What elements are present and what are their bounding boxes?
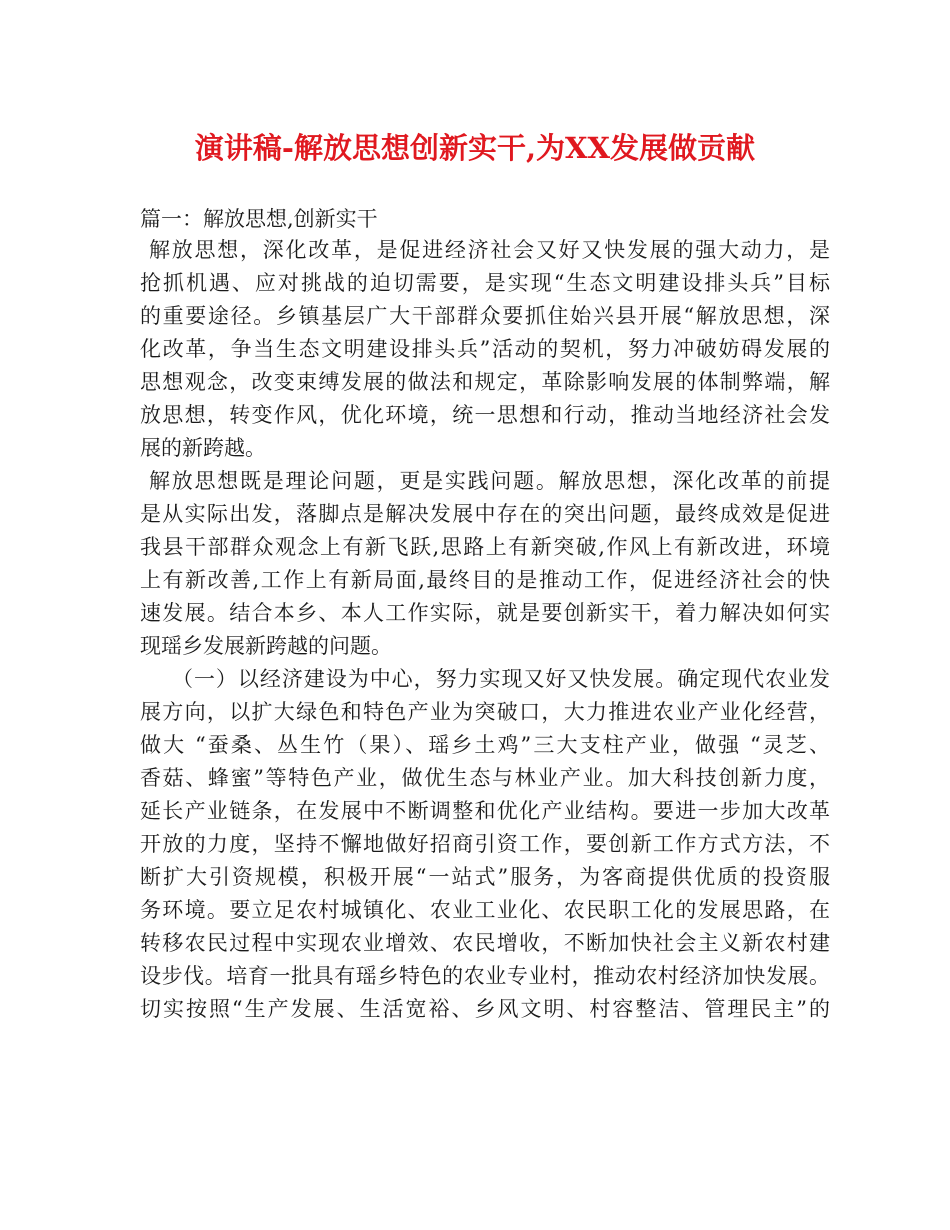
paragraph-line: 展的新跨越。 xyxy=(140,436,266,460)
paragraph-3 xyxy=(140,663,830,1026)
paragraph-line: 设步伐。培育一批具有瑶乡特色的农业专业村，推动农村经济加快发展。 xyxy=(140,964,830,988)
paragraph-line: 切实按照“生产发展、生活宽裕、乡风文明、村容整洁、管理民主”的 xyxy=(140,997,830,1021)
paragraph-line: 化改革，争当生态文明建设排头兵”活动的契机，努力冲破妨碍发展的 xyxy=(140,337,830,361)
paragraph-line: 我县干部群众观念上有新飞跃,思路上有新突破,作风上有新改进，环境 xyxy=(140,535,830,559)
paragraph-line: 断扩大引资规模，积极开展“一站式”服务，为客商提供优质的投资服 xyxy=(140,865,830,889)
paragraph-line: 上有新改善,工作上有新局面,最终目的是推动工作，促进经济社会的快 xyxy=(140,568,830,592)
paragraph-2 xyxy=(140,465,830,663)
paragraph-line: 现瑶乡发展新跨越的问题。 xyxy=(140,634,392,658)
paragraph-line: 转移农民过程中实现农业增效、农民增收，不断加快社会主义新农村建 xyxy=(140,931,830,955)
paragraph-line: 务环境。要立足农村城镇化、农业工业化、农民职工化的发展思路，在 xyxy=(140,898,830,922)
document-title: 演讲稿-解放思想创新实干,为XX发展做贡献 xyxy=(194,131,756,165)
paragraph-line: （一）以经济建设为中心，努力实现又好又快发展。确定现代农业发 xyxy=(172,667,830,691)
paragraph-line: 思想观念，改变束缚发展的做法和规定，革除影响发展的体制弊端，解 xyxy=(140,370,830,394)
paragraph-line: 展方向，以扩大绿色和特色产业为突破口，大力推进农业产业化经营， xyxy=(140,700,830,724)
paragraph-line: 开放的力度，坚持不懈地做好招商引资工作，要创新工作方式方法，不 xyxy=(140,832,830,856)
paragraph-line: 解放思想既是理论问题，更是实践问题。解放思想，深化改革的前提 xyxy=(149,469,830,493)
paragraph-1 xyxy=(140,234,830,465)
document-body xyxy=(140,205,830,1026)
paragraph-line: 做大 “蚕桑、丛生竹（果）、瑶乡土鸡”三大支柱产业，做强 “灵芝、 xyxy=(140,733,830,757)
section-heading: 篇一：解放思想,创新实干 xyxy=(140,207,378,231)
paragraph-line: 速发展。结合本乡、本人工作实际，就是要创新实干，着力解决如何实 xyxy=(140,601,830,625)
paragraph-line: 的重要途径。乡镇基层广大干部群众要抓住始兴县开展“解放思想，深 xyxy=(140,304,830,328)
paragraph-line: 延长产业链条，在发展中不断调整和优化产业结构。要进一步加大改革 xyxy=(140,799,830,823)
paragraph-line: 香菇、蜂蜜”等特色产业，做优生态与林业产业。加大科技创新力度， xyxy=(140,766,830,790)
paragraph-line: 抢抓机遇、应对挑战的迫切需要，是实现“生态文明建设排头兵”目标 xyxy=(140,271,830,295)
paragraph-line: 放思想，转变作风，优化环境，统一思想和行动，推动当地经济社会发 xyxy=(140,403,830,427)
paragraph-line: 是从实际出发，落脚点是解决发展中存在的突出问题，最终成效是促进 xyxy=(140,502,830,526)
paragraph-line: 解放思想，深化改革，是促进经济社会又好又快发展的强大动力，是 xyxy=(149,238,830,262)
